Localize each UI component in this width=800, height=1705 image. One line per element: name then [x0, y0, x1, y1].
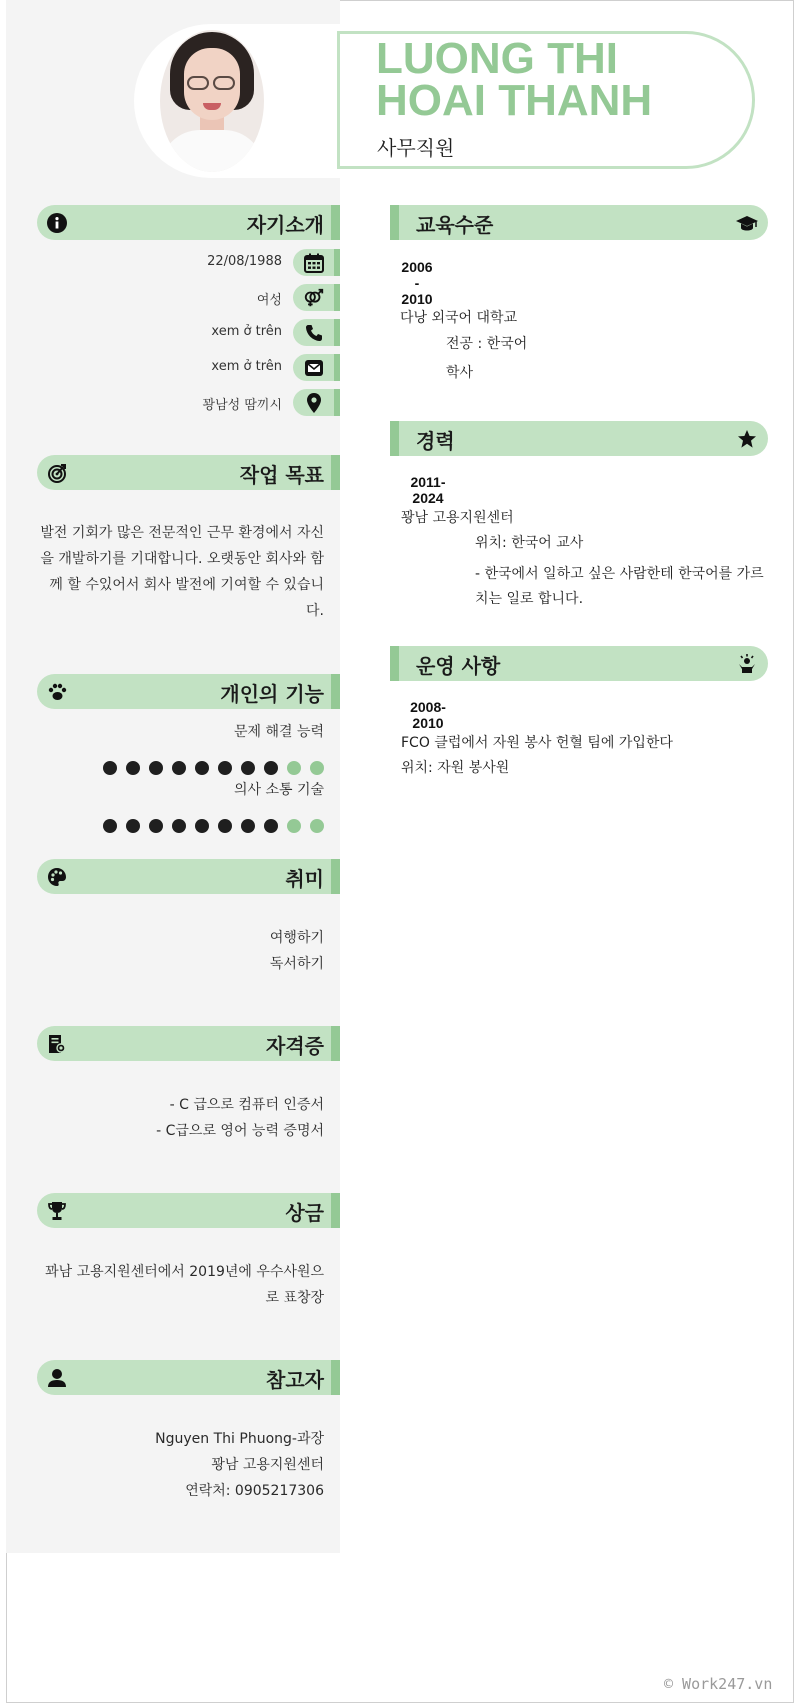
palette-icon	[46, 866, 68, 888]
rating-dot-filled	[218, 819, 232, 833]
calendar-icon	[303, 252, 325, 273]
phone-icon	[303, 322, 325, 343]
section-header-about	[37, 205, 340, 240]
section-header-awards	[37, 1193, 340, 1228]
phone: xem ở trên	[211, 324, 282, 339]
section-header-objective	[37, 455, 340, 490]
reference-contact: 연락처: 0905217306	[185, 1483, 324, 1499]
section-header-activities	[390, 646, 768, 681]
rating-dot-empty	[287, 819, 301, 833]
rating-dot-filled	[172, 761, 186, 775]
rating-dot-filled	[241, 819, 255, 833]
section-title: 개인의 기능	[220, 682, 324, 706]
rating-dot-filled	[195, 819, 209, 833]
skill-name: 의사 소통 기술	[233, 782, 324, 798]
objective-text: 발전 기회가 많은 전문적인 근무 환경에서 자신을 개발하기를 기대합니다. 오랫동안 회사와 함께 할 수있어서 회사 발전에 기여할 수 있습니다.	[40, 525, 324, 619]
gender: 여성	[256, 293, 282, 308]
contact-pill	[293, 249, 340, 276]
target-icon	[46, 462, 68, 484]
email: xem ở trên	[211, 359, 282, 374]
gender-icon	[303, 287, 325, 308]
rating-dot-filled	[126, 819, 140, 833]
contact-pill	[293, 389, 340, 416]
rating-dot-filled	[264, 819, 278, 833]
contact-pill	[293, 284, 340, 311]
certificate-icon	[46, 1033, 68, 1055]
volunteer-icon	[736, 653, 758, 675]
award-text: 꽈남 고용지원센터에서 2019년에 우수사원으로 표창장	[45, 1264, 324, 1306]
contact-pill	[293, 354, 340, 381]
profile-photo	[160, 30, 264, 172]
education-degree: 학사	[446, 365, 474, 381]
paw-icon	[46, 681, 68, 703]
envelope-icon	[303, 357, 325, 378]
rating-dot-filled	[126, 761, 140, 775]
info-icon	[46, 212, 68, 234]
experience-period: 2011- 2024	[410, 474, 446, 506]
section-title: 자기소개	[246, 213, 324, 237]
education-school: 다낭 외국어 대학교	[400, 310, 518, 326]
star-icon	[736, 428, 758, 450]
activity-period: 2008- 2010	[410, 699, 446, 731]
section-title: 운영 사항	[416, 654, 501, 678]
section-title: 경력	[416, 429, 455, 453]
hobby-item: 독서하기	[269, 956, 324, 972]
activity-position: 위치: 자원 봉사원	[401, 760, 510, 776]
experience-description: - 한국에서 일하고 싶은 사람한테 한국어를 가르치는 일로 합니다.	[475, 566, 764, 607]
trophy-icon	[46, 1200, 68, 1222]
certificate-item: - C 급으로 컴퓨터 인증서	[169, 1097, 324, 1113]
reference-name: Nguyen Thi Phuong-과장	[155, 1431, 324, 1447]
map-pin-icon	[303, 392, 325, 413]
birthdate: 22/08/1988	[207, 254, 282, 269]
section-title: 자격증	[266, 1034, 324, 1058]
section-title: 참고자	[266, 1368, 324, 1392]
full-name: LUONG THI HOAI THANH	[376, 34, 653, 125]
rating-dot-filled	[241, 761, 255, 775]
section-header-hobbies	[37, 859, 340, 894]
education-period: 2006 - 2010	[401, 259, 433, 307]
address: 꽝남성 땀끼시	[202, 398, 282, 413]
education-major: 전공 : 한국어	[446, 336, 528, 352]
section-title: 작업 목표	[239, 463, 324, 487]
experience-company: 꽝남 고용지원센터	[401, 510, 514, 526]
user-icon	[46, 1367, 68, 1389]
section-header-education	[390, 205, 768, 240]
rating-dot-filled	[264, 761, 278, 775]
rating-dot-filled	[195, 761, 209, 775]
section-title: 상금	[285, 1201, 324, 1225]
watermark: © Work247.vn	[664, 1675, 773, 1693]
section-header-skills	[37, 674, 340, 709]
section-title: 취미	[285, 867, 324, 891]
section-title: 교육수준	[416, 213, 494, 237]
section-header-references	[37, 1360, 340, 1395]
skill-rating	[103, 819, 324, 833]
rating-dot-filled	[149, 819, 163, 833]
activity-org: FCO 클럽에서 자원 봉사 헌혈 팀에 가입한다	[401, 735, 673, 751]
rating-dot-empty	[310, 761, 324, 775]
rating-dot-empty	[287, 761, 301, 775]
job-title: 사무직원	[377, 136, 455, 160]
certificate-item: - C급으로 영어 능력 증명서	[156, 1123, 324, 1139]
experience-position: 위치: 한국어 교사	[475, 535, 584, 551]
contact-pill	[293, 319, 340, 346]
graduation-cap-icon	[736, 212, 758, 234]
rating-dot-filled	[172, 819, 186, 833]
rating-dot-filled	[218, 761, 232, 775]
rating-dot-empty	[310, 819, 324, 833]
rating-dot-filled	[103, 761, 117, 775]
skill-rating	[103, 761, 324, 775]
skill-name: 문제 해결 능력	[233, 724, 324, 740]
section-header-experience	[390, 421, 768, 456]
reference-org: 꽝남 고용지원센터	[211, 1457, 324, 1473]
hobby-item: 여행하기	[269, 930, 324, 946]
rating-dot-filled	[149, 761, 163, 775]
rating-dot-filled	[103, 819, 117, 833]
section-header-certificates	[37, 1026, 340, 1061]
